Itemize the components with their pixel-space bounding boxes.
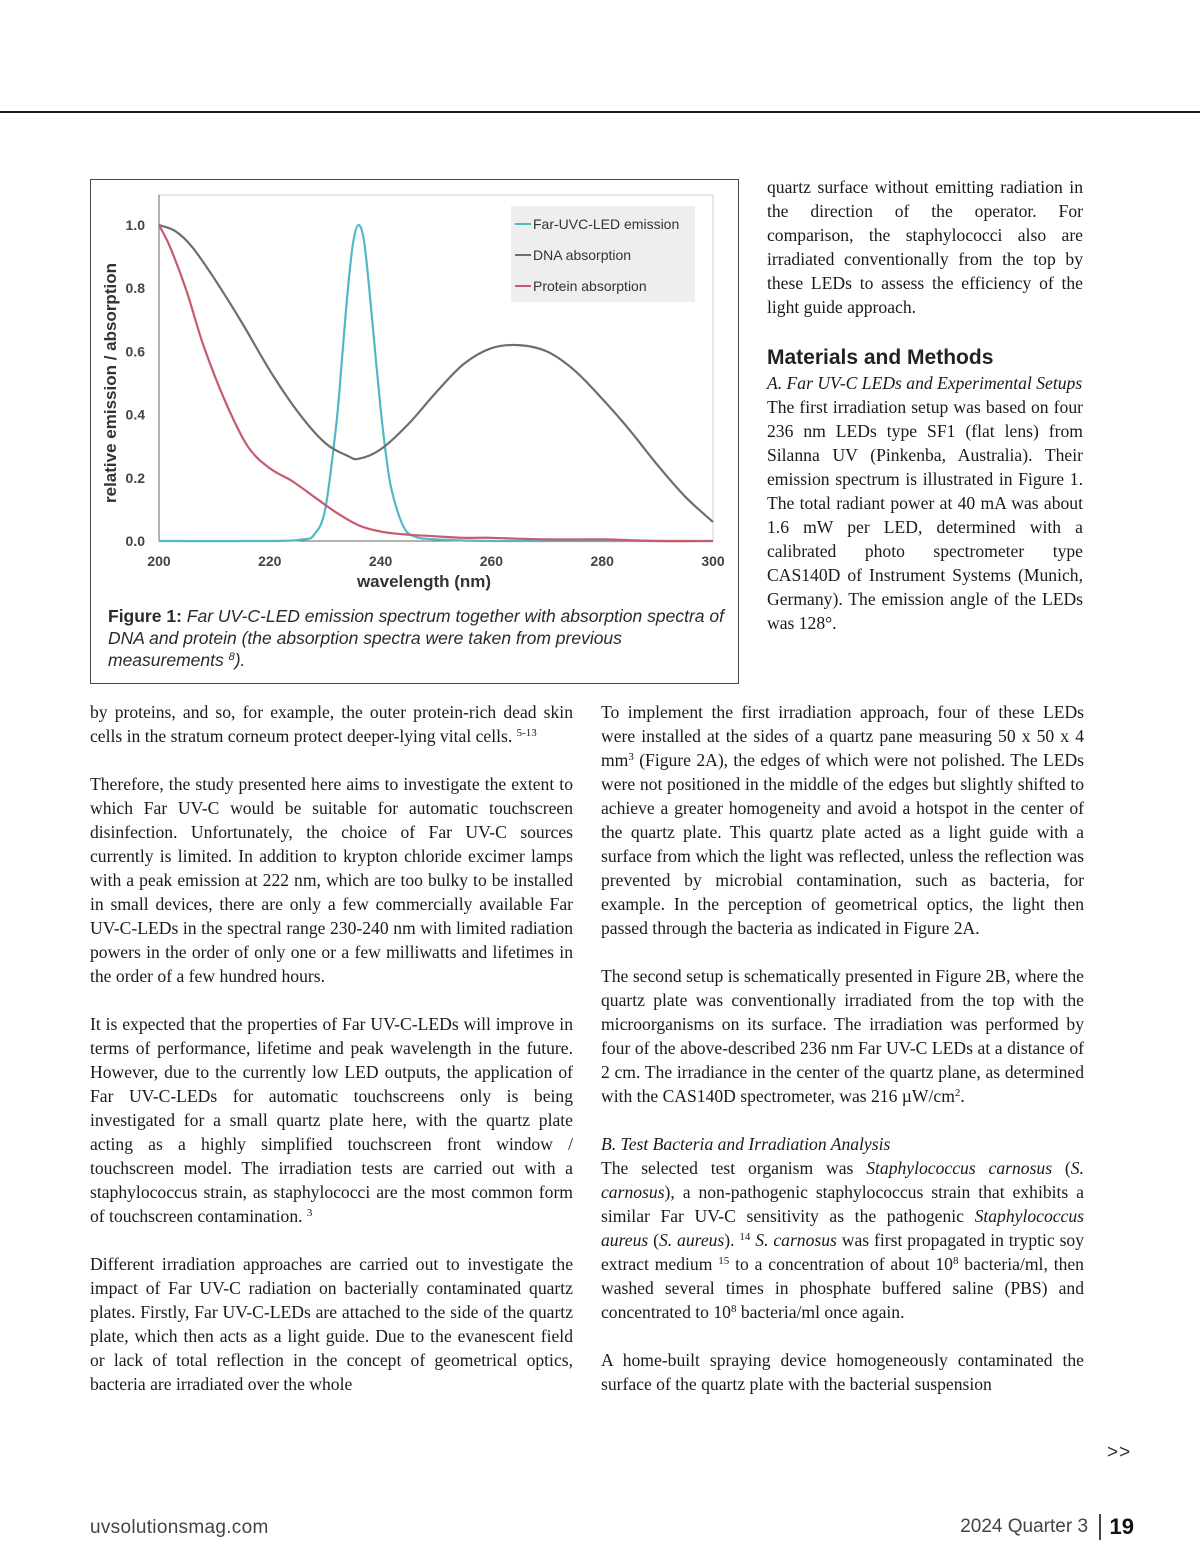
y-tick-label: 0.6 <box>125 343 145 360</box>
p3-d: ( <box>648 1230 659 1250</box>
p3-g: was first propagated in tryptic soy extract medium <box>601 1230 1085 1274</box>
left-paragraph-1-text: by proteins, and so, for example, the outer protein-rich dead skin cells in the stratum corneum protect deeper-lying vital cells. <box>90 702 573 746</box>
mid-paragraph-2-sup: 2 <box>954 1087 961 1099</box>
mid-paragraph-2-a: The second setup is schematically presented in Figure 2B, where the quartz plate was conventionally irradiated from the top with the microorganisms on its surface. The irradiation was performed by four of the above-described 236 nm Far UV-C LEDs at a distance of 2 cm. The irradiance in the center of the quartz plane, as determined with the CAS140D spectrometer, was 216 µW/cm <box>601 966 1084 1106</box>
p3-sup2: 8 <box>730 1303 737 1315</box>
y-tick-label: 0.2 <box>125 469 145 486</box>
footer-issue-block <box>960 1514 1134 1540</box>
mid-paragraph-1-sup: 3 <box>628 751 634 763</box>
legend-label-2: DNA absorption <box>533 247 632 263</box>
y-tick-label: 0.8 <box>125 280 145 297</box>
spectrum-chart <box>91 180 737 600</box>
paragraph-a: The first irradiation setup was based on four 236 nm LEDs type SF1 (flat lens) from Silanna UV (Pinkenba, Australia). Their emission spectrum is illustrated in Figure 1. The total radiant power at 40 mA was about 1.6 mW per LED, determined with a calibrated photo spectrometer type CAS140D of Instrument Systems (Munich, Germany). The emission angle of the LEDs was 128°. <box>767 397 1083 633</box>
y-tick-label: 0.4 <box>125 406 145 423</box>
p3-a: The selected test organism was <box>601 1158 867 1178</box>
figure-caption <box>108 605 733 671</box>
footer-issue: 2024 Quarter 3 <box>960 1516 1089 1537</box>
left-paragraph-3-ref: 3 <box>306 1207 313 1219</box>
x-axis-label: wavelength (nm) <box>356 572 492 591</box>
figure-caption-ref: 8 <box>228 651 235 663</box>
x-tick-label: 260 <box>479 553 504 569</box>
y-tick-label: 0.0 <box>125 533 145 549</box>
p3-c: ), a non-pathogenic staphylococcus strain that exhibits a similar Far UV-C sensitivity as the pathogenic <box>601 1182 1084 1226</box>
x-tick-label: 280 <box>590 553 614 569</box>
right-column <box>601 700 1084 1396</box>
page-number: 19 <box>1109 1514 1134 1539</box>
footer-site: uvsolutionsmag.com <box>90 1517 269 1538</box>
p3-i4: S. aureus <box>658 1230 725 1250</box>
p3-sup1: 8 <box>952 1255 959 1267</box>
header-rule <box>0 111 1200 113</box>
mid-paragraph-4: A home-built spraying device homogeneously contaminated the surface of the quartz plate with the bacterial suspension <box>601 1350 1084 1394</box>
x-tick-label: 240 <box>368 553 393 569</box>
mid-paragraph-1-b: (Figure 2A), the edges of which were not polished. The LEDs were not positioned in the middle of the edges but slightly shifted to achieve a greater homogeneity and avoid a hotspot in the center of the quartz plate. This quartz plate acted as a light guide with a surface from which the light was reflected, unless the reflection was prevented by microbial contamination, such as bacteria, for example. In the perception of geometrical optics, the light then passed through the bacteria as indicated in Figure 2A. <box>601 750 1084 938</box>
left-paragraph-3-text: It is expected that the properties of Far UV-C-LEDs will improve in terms of performance, lifetime and peak wavelength in the future. However, due to the currently low LED outputs, the application of Far UV-C-LEDs for automatic touchscreens only is being investigated for a small quartz plate here, with the quartz plate acting as a highly simplified touchscreen front window / touchscreen model. The irradiation tests are carried out with a staphylococcus strain, as staphylococci are the most common form of touchscreen contamination. <box>90 1014 573 1226</box>
section-title: Materials and Methods <box>767 346 994 369</box>
left-paragraph-2: Therefore, the study presented here aims to investigate the extent to which Far UV-C would be suitable for automatic touchscreen disinfection. Unfortunately, the choice of Far UV-C sources currently is limited. In addition to krypton chloride excimer lamps with a peak emission at 222 nm, which are too bulky to be installed in small devices, there are only a few commercially available Far UV-C-LEDs in the spectral range 230-240 nm with limited radiation powers in the order of only one or a few milliwatts and lifetimes in the order of a few hundred hours. <box>90 774 573 986</box>
left-paragraph-3 <box>90 1012 573 1228</box>
p3-e: ). <box>724 1230 740 1250</box>
left-paragraph-1 <box>90 700 573 748</box>
subsection-a-title: A. Far UV-C LEDs and Experimental Setups <box>767 373 1083 393</box>
legend-label-3: Protein absorption <box>533 278 647 294</box>
y-tick-label: 1.0 <box>125 217 145 233</box>
footer-divider <box>1099 1514 1101 1540</box>
left-paragraph-4: Different irradiation approaches are carried out to investigate the impact of Far UV-C radiation on bacterially contaminated quartz plates. Firstly, Far UV-C-LEDs are attached to the side of the quartz plate, which then acts as a light guide. Due to the evanescent field or lack of total reflection in the concept of geometrical optics, bacteria are irradiated over the whole <box>90 1254 573 1394</box>
x-tick-label: 220 <box>258 553 282 569</box>
mid-paragraph-2-b: . <box>960 1086 965 1106</box>
legend-label-1: Far-UVC-LED emission <box>533 216 680 232</box>
p3-b: ( <box>1052 1158 1071 1178</box>
left-paragraph-1-ref: 5-13 <box>516 727 537 739</box>
x-tick-label: 300 <box>701 553 725 569</box>
left-column <box>90 700 573 1396</box>
p3-i5: S. carnosus <box>755 1230 837 1250</box>
figure-caption-end: ). <box>234 650 246 670</box>
right-column-top <box>767 175 1083 635</box>
intro-paragraph: quartz surface without emitting radiation in the direction of the operator. For comparison, the staphylococci also are irradiated conventionally from the top by these LEDs to assess the efficiency of the light guide approach. <box>767 177 1083 317</box>
p3-ref1: 14 <box>739 1231 751 1243</box>
mid-paragraph-1-a: To implement the first irradiation approach, four of these LEDs were installed at the sides of a quartz pane measuring 50 x 50 x 4 mm <box>601 702 1084 770</box>
p3-i: bacteria/ml, then washed several times in phosphate buffered saline (PBS) and concentrated to 10 <box>601 1254 1084 1322</box>
p3-i3: Staphylococcus aureus <box>601 1206 1084 1250</box>
mid-paragraph-3 <box>601 1156 1084 1324</box>
figure-caption-text: Far UV-C-LED emission spectrum together with absorption spectra of DNA and protein (the absorption spectra were taken from previous measurements <box>108 606 724 670</box>
figure-caption-label: Figure 1: <box>108 606 182 626</box>
continue-marker: >> <box>1107 1442 1132 1463</box>
mid-paragraph-2 <box>601 964 1084 1108</box>
mid-paragraph-1 <box>601 700 1084 940</box>
subsection-b-title: B. Test Bacteria and Irradiation Analysis <box>601 1134 891 1154</box>
p3-ref2: 15 <box>718 1255 730 1267</box>
p3-i1: Staphylococcus carnosus <box>866 1158 1053 1178</box>
p3-j: bacteria/ml once again. <box>736 1302 905 1322</box>
p3-h: to a concentration of about 10 <box>729 1254 953 1274</box>
figure-1 <box>90 179 739 684</box>
y-axis-label: relative emission / absorption <box>101 263 120 503</box>
x-tick-label: 200 <box>147 553 171 569</box>
p3-i2: S. carnosus <box>601 1158 1084 1202</box>
